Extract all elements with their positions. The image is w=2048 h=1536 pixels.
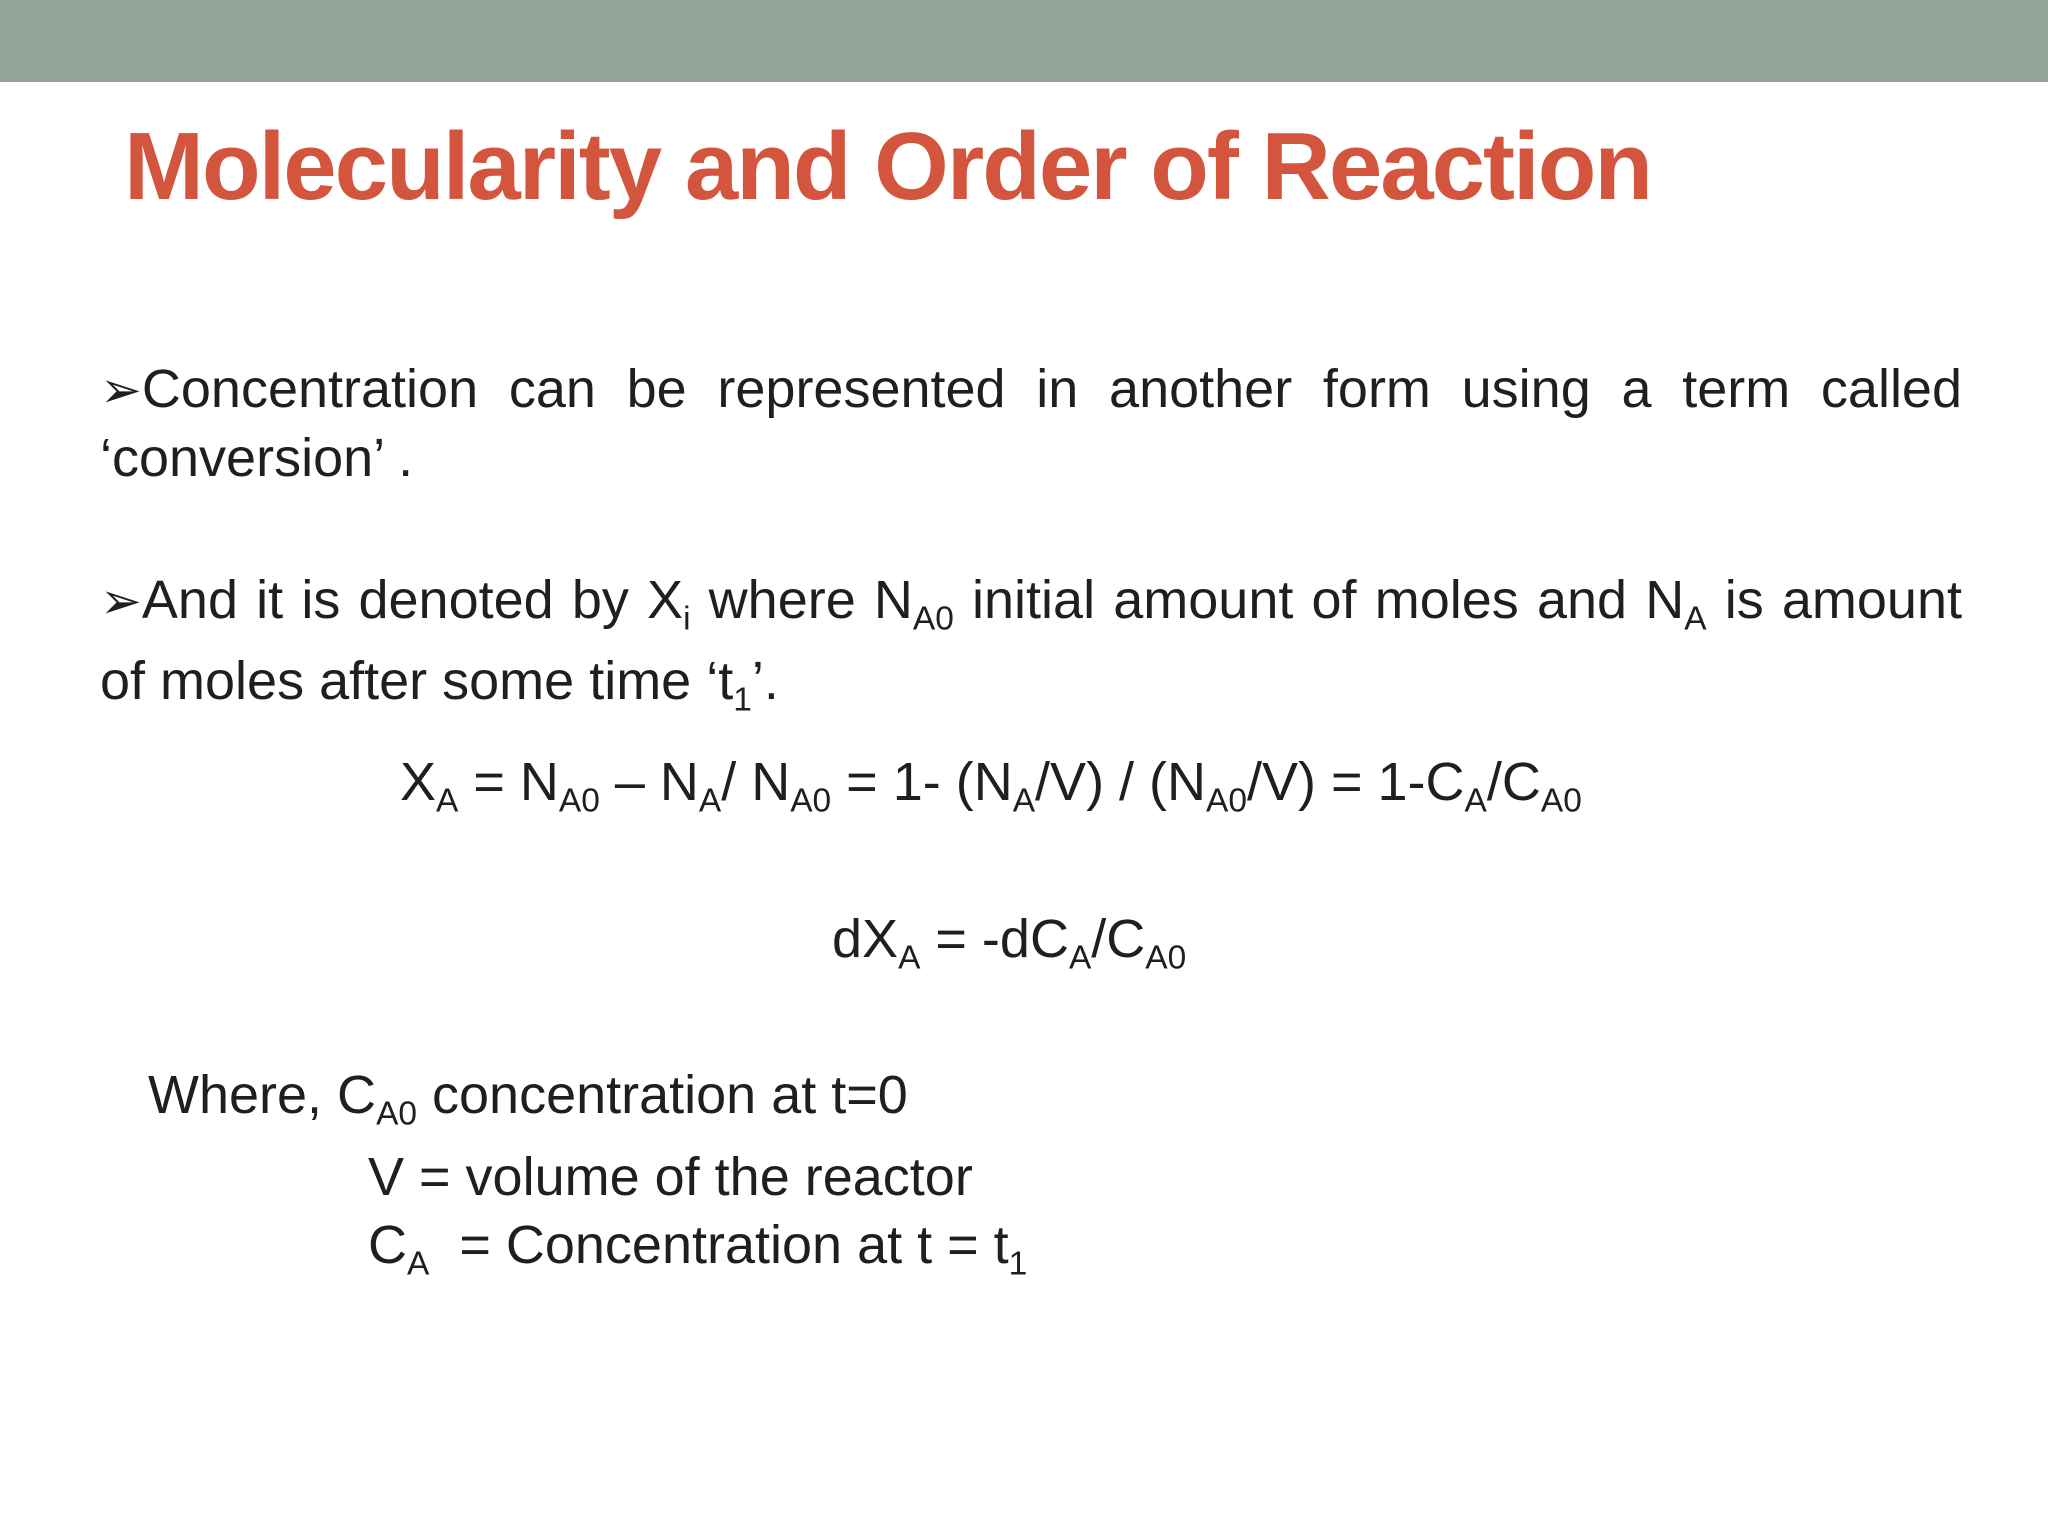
eq-term: = 1- (N: [831, 752, 1013, 812]
subscript: A: [698, 782, 722, 820]
definition-ca0: [148, 1065, 908, 1133]
eq-term: / N: [721, 752, 791, 812]
eq-term: /C: [1091, 909, 1146, 969]
eq-term: /V) = 1-C: [1246, 752, 1465, 812]
bullet-text-part: initial amount of moles and N: [953, 570, 1685, 630]
subscript: A: [898, 939, 921, 977]
eq-term: = N: [458, 752, 559, 812]
definition-volume: V = volume of the reactor: [368, 1147, 973, 1207]
subscript: 1: [733, 681, 752, 719]
bullet-text-part: And it is denoted by X: [141, 570, 684, 630]
def-text: C: [368, 1215, 407, 1275]
subscript: A0: [790, 782, 832, 820]
subscript: A0: [376, 1095, 417, 1133]
eq-term: /C: [1486, 752, 1541, 812]
eq-term: dX: [832, 909, 899, 969]
subscript: A: [1464, 782, 1487, 820]
bullet-text-part: where N: [690, 570, 913, 630]
bullet-arrow-icon: ➢: [100, 362, 142, 418]
bullet-denoted: [100, 560, 1962, 721]
subscript: A0: [912, 600, 954, 638]
def-text: = Concentration at t = t: [429, 1215, 1009, 1275]
subscript: A0: [1145, 939, 1187, 977]
top-banner-bar: [0, 0, 2048, 82]
subscript: A: [1684, 600, 1707, 638]
subscript: A: [1012, 782, 1036, 820]
bullet-text-part: is amount of moles after some time ‘t: [100, 570, 1962, 711]
slide-title: Molecularity and Order of Reaction: [124, 113, 1651, 220]
eq-term: – N: [599, 752, 699, 812]
eq-term: = -dC: [920, 909, 1069, 969]
subscript: A: [1068, 939, 1092, 977]
def-text: concentration at t=0: [417, 1065, 908, 1125]
subscript: i: [683, 600, 691, 638]
bullet-text-part: ’.: [751, 651, 779, 711]
conversion-equation: [400, 752, 1582, 820]
eq-term: /V) / (N: [1035, 752, 1207, 812]
subscript: A0: [1540, 782, 1582, 820]
differential-equation: [832, 909, 1187, 977]
subscript: A: [436, 782, 459, 820]
bullet-arrow-icon: ➢: [100, 573, 142, 629]
bullet-text: Concentration can be represented in another form using a term called ‘conversion’ .: [100, 359, 1962, 488]
subscript: A0: [1206, 782, 1247, 820]
definition-ca: [368, 1215, 1028, 1283]
subscript: A0: [558, 782, 600, 820]
def-text: Where, C: [148, 1065, 377, 1125]
subscript: 1: [1008, 1245, 1028, 1283]
subscript: A: [407, 1245, 430, 1283]
bullet-conversion: [100, 355, 1962, 492]
eq-term: X: [400, 752, 437, 812]
